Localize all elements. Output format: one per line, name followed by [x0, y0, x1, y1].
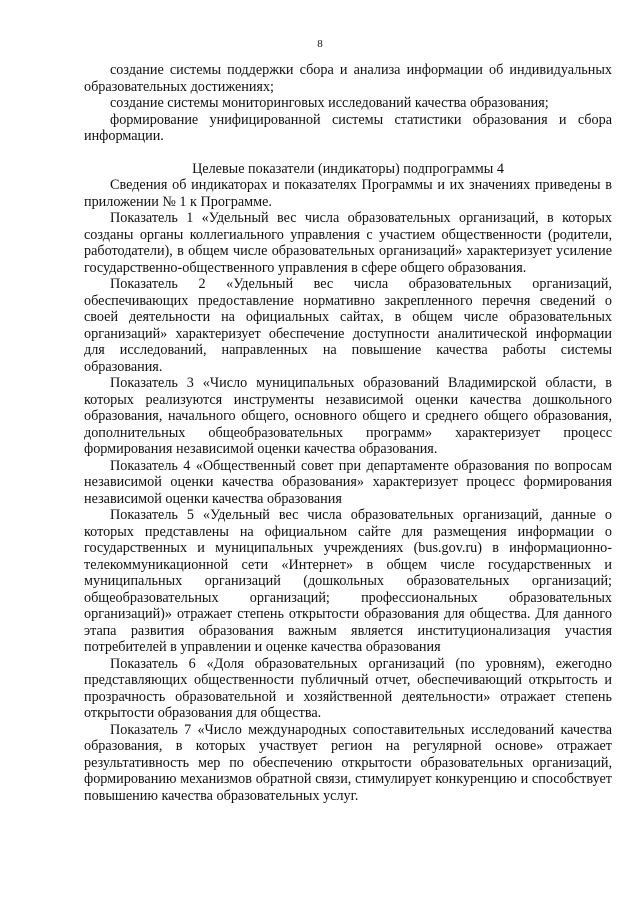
page-number: 8 [317, 38, 323, 50]
document-body [84, 62, 612, 804]
indicator-6-paragraph: Показатель 6 «Доля образовательных организаций (по уровням), ежегодно представляющих общественности публичный отчет, обеспечивающий открытость и прозрачность образовательной и хозяйственной деятельности» отражает степень открытости образования для общества. [84, 655, 612, 721]
intro-paragraph: формирование унифицированной системы статистики образования и сбора информации. [84, 111, 612, 144]
indicator-5-paragraph: Показатель 5 «Удельный вес числа образовательных организаций, данные о которых представлены на официальном сайте для размещения информации о государственных и муниципальных учреждениях (bus.gov.ru) в информационно-телекоммуникационной сети «Интернет» в общем числе государственных и муниципальных организаций (дошкольных образовательных организаций; общеобразовательных организаций; профессиональных образовательных организаций)» отражает степень открытости образования для общества. Для данного этапа развития образования важным является институционализация участия потребителей в управлении и оценке качества образования [84, 507, 612, 655]
indicator-3-paragraph: Показатель 3 «Число муниципальных образований Владимирской области, в которых реализуются инструменты независимой оценки качества дошкольного образования, начального общего, основного общего и среднего общего образования, дополнительных общеобразовательных программ» характеризует процесс формирования независимой оценки качества образования. [84, 375, 612, 457]
indicator-2-paragraph: Показатель 2 «Удельный вес числа образовательных организаций, обеспечивающих предоставление нормативно закрепленного перечня сведений о своей деятельности на официальных сайтах, в общем числе образовательных организаций» характеризует обеспечение доступности аналитической информации для исследований, направленных на повышение качества работы системы образования. [84, 276, 612, 375]
indicator-1-paragraph: Показатель 1 «Удельный вес числа образовательных организаций, в которых созданы органы коллегиального управления с участием общественности (родители, работодатели), в общем числе образовательных организаций» характеризует усиление государственно-общественного управления в сфере общего образования. [84, 210, 612, 276]
indicator-4-paragraph: Показатель 4 «Общественный совет при департаменте образования по вопросам независимой оценки качества образования» характеризует процесс формирования независимой оценки качества образования [84, 457, 612, 507]
intro-paragraph: создание системы мониторинговых исследований качества образования; [110, 95, 549, 111]
intro-paragraph: создание системы поддержки сбора и анализа информации об индивидуальных образовательных достижениях; [84, 62, 612, 95]
section-title: Целевые показатели (индикаторы) подпрограммы 4 [192, 160, 504, 177]
body-paragraph: Сведения об индикаторах и показателях Программы и их значениях приведены в приложении № 1 к Программе. [84, 177, 612, 210]
indicator-7-paragraph: Показатель 7 «Число международных сопоставительных исследований качества образования, в которых участвует регион на регулярной основе» отражает результативность мер по обеспечению открытости образовательных организаций, формированию механизмов обратной связи, стимулирует конкуренцию и способствует повышению качества образовательных услуг. [84, 721, 612, 804]
